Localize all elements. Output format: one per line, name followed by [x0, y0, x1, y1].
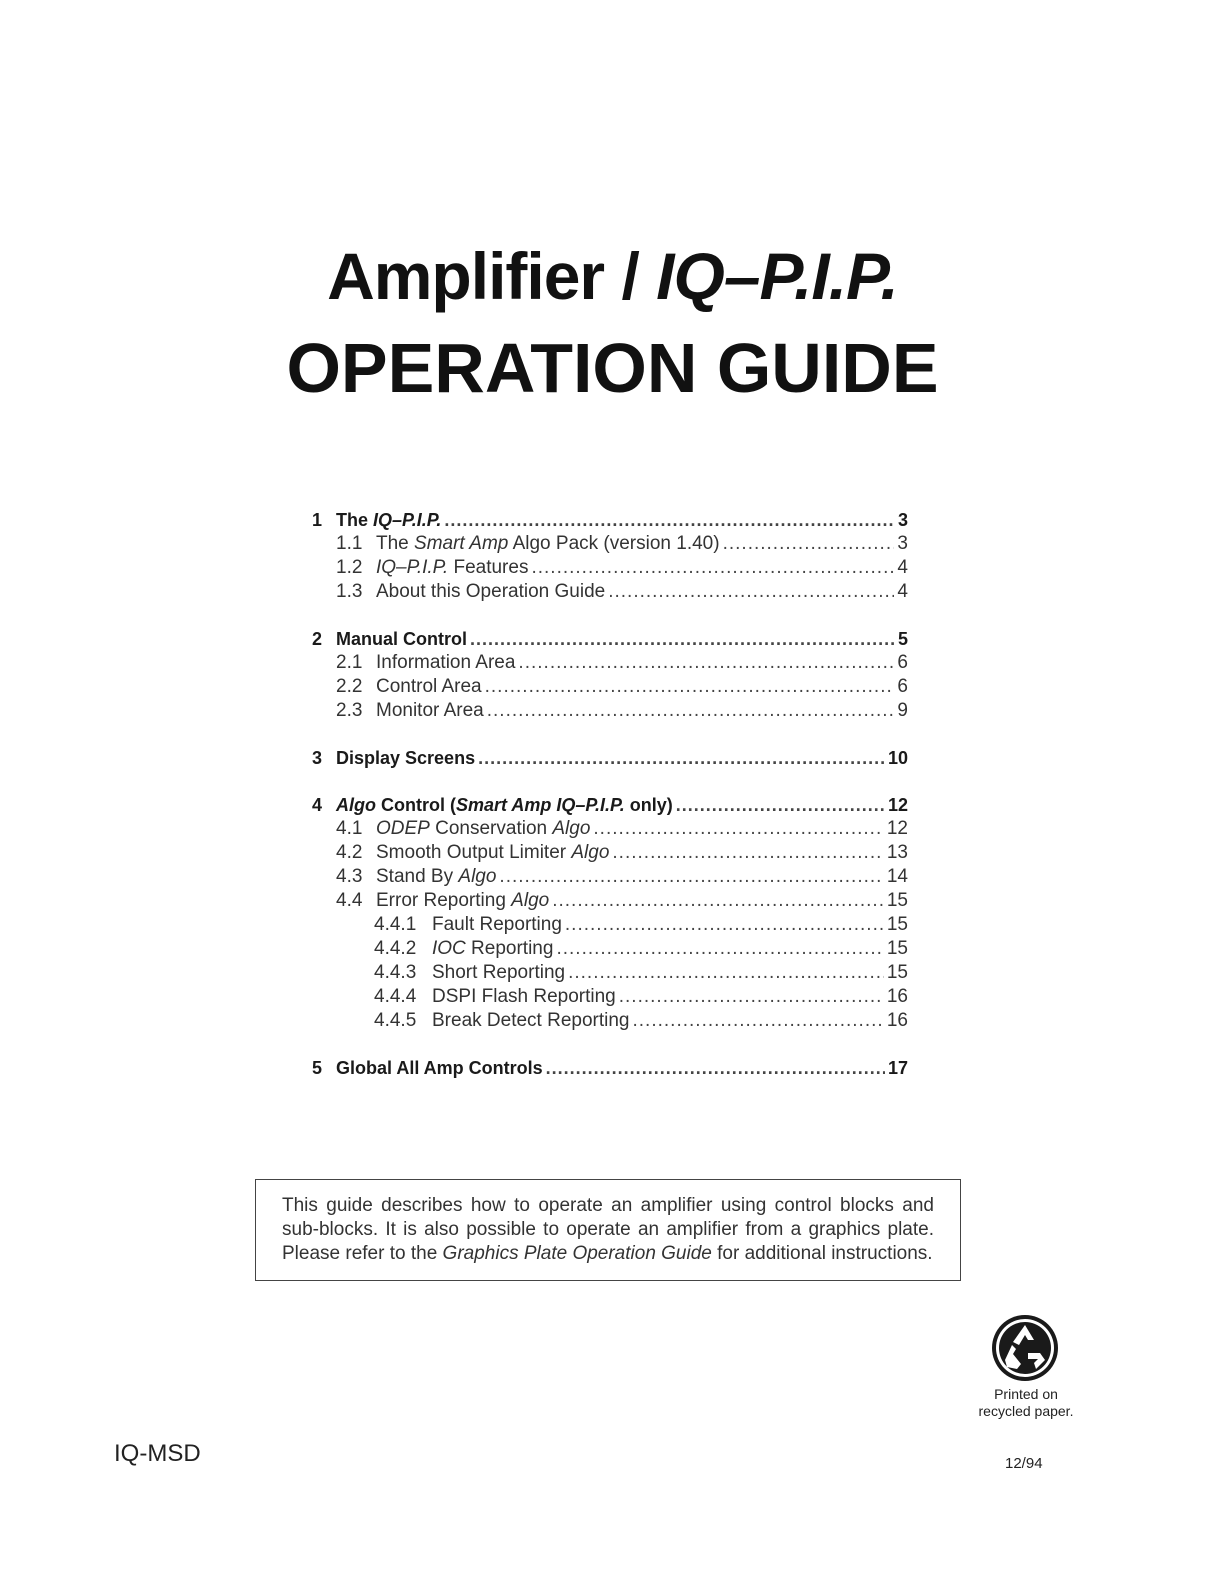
toc-entry-title	[432, 913, 562, 937]
toc-entry-page: 15	[886, 962, 908, 983]
toc-entry-title-part: IQ–P.I.P.	[376, 557, 449, 578]
toc-entry-page: 3	[897, 533, 908, 554]
toc-entry-page: 6	[897, 652, 908, 673]
toc-entry-title-part: Monitor Area	[376, 700, 484, 721]
toc-entry-page: 12	[887, 795, 908, 815]
toc-entry-title-part: Algo	[458, 866, 497, 887]
toc-entry-page: 10	[887, 748, 908, 768]
toc-entry-title-part: Algo	[552, 818, 591, 839]
toc-entry-title-part: Algo	[511, 890, 550, 911]
toc-entry-title-part: Information Area	[376, 652, 516, 673]
toc-entry-title	[336, 508, 441, 532]
toc-entry-page: 15	[886, 938, 908, 959]
toc-entry-title-part: Algo	[336, 795, 376, 815]
toc-entry[interactable]	[312, 817, 908, 841]
toc-entry[interactable]	[312, 913, 908, 937]
toc-entry-title-part: About this Operation Guide	[376, 581, 606, 602]
title-product: Amplifier /	[327, 239, 657, 313]
recycled-paper-label	[960, 1386, 1092, 1420]
toc-entry-title	[376, 580, 605, 604]
toc-leader-dots	[546, 1056, 885, 1080]
toc-entry-title-part: Smart Amp	[414, 533, 509, 554]
toc-entry-title-part: Fault Reporting	[432, 914, 562, 935]
toc-entry[interactable]	[312, 627, 908, 651]
recycled-line-2: recycled paper.	[978, 1403, 1074, 1419]
note-text-italic: Graphics Plate Operation Guide	[442, 1243, 712, 1264]
toc-leader-dots	[531, 556, 894, 580]
toc-entry-page: 4	[897, 581, 908, 602]
toc-entry-number: 4.1	[336, 818, 363, 839]
toc-entry-title	[376, 699, 484, 723]
toc-entry-number: 2	[312, 629, 323, 649]
toc-entry-title	[336, 793, 673, 817]
toc-gap	[312, 770, 908, 793]
toc-entry-title-part: Features	[448, 557, 529, 578]
toc-entry-number: 2.1	[336, 652, 363, 673]
toc-entry-title-part: The	[376, 533, 415, 554]
toc-entry-page: 13	[886, 842, 908, 863]
toc-leader-dots	[487, 699, 895, 723]
toc-entry-number: 4.4.4	[374, 986, 417, 1007]
toc-gap	[312, 604, 908, 627]
toc-entry[interactable]	[312, 937, 908, 961]
toc-entry-title-part: only)	[624, 795, 673, 815]
recycled-line-1: Printed on	[994, 1386, 1058, 1402]
toc-entry-number: 1	[312, 510, 323, 530]
toc-entry[interactable]	[312, 865, 908, 889]
toc-entry-page: 9	[897, 700, 908, 721]
toc-entry-page: 17	[887, 1058, 908, 1078]
toc-entry-title	[336, 627, 467, 651]
toc-gap	[312, 723, 908, 746]
toc-leader-dots	[676, 793, 885, 817]
toc-entry-title	[376, 865, 496, 889]
toc-entry-title-part: Short Reporting	[432, 962, 566, 983]
toc-entry[interactable]	[312, 508, 908, 532]
title-line-2: OPERATION GUIDE	[286, 329, 939, 407]
toc-entry-title-part: Smart Amp IQ–P.I.P.	[455, 795, 625, 815]
toc-entry-title-part: Control Area	[376, 676, 482, 697]
toc-entry-title	[376, 556, 528, 580]
note-text-2: for additional instructions.	[711, 1243, 933, 1264]
toc-entry[interactable]	[312, 1009, 908, 1033]
toc-entry-page: 15	[886, 914, 908, 935]
toc-entry-title-part: Algo Pack (version 1.40)	[508, 533, 720, 554]
toc-entry-number: 5	[312, 1058, 323, 1078]
toc-entry-title	[376, 651, 515, 675]
toc-entry-number: 4.4.5	[374, 1010, 417, 1031]
toc-entry-title	[376, 675, 482, 699]
toc-leader-dots	[633, 1009, 884, 1033]
toc-entry-title-part: Manual Control	[336, 629, 467, 649]
toc-entry-number: 1.1	[336, 533, 363, 554]
toc-entry-number: 4.3	[336, 866, 363, 887]
toc-entry-number: 4.2	[336, 842, 363, 863]
toc-leader-dots	[612, 841, 883, 865]
toc-entry-page: 16	[886, 986, 908, 1007]
toc-entry-page: 5	[897, 629, 908, 649]
toc-entry[interactable]	[312, 532, 908, 556]
toc-entry-number: 4.4.1	[374, 914, 417, 935]
toc-entry[interactable]	[312, 651, 908, 675]
toc-entry-title-part: Smooth Output Limiter	[376, 842, 572, 863]
toc-entry[interactable]	[312, 961, 908, 985]
toc-entry-page: 12	[886, 818, 908, 839]
toc-leader-dots	[723, 532, 895, 556]
toc-entry-title	[376, 532, 720, 556]
toc-entry-title-part: Error Reporting	[376, 890, 512, 911]
toc-entry[interactable]	[312, 1056, 908, 1080]
toc-gap	[312, 1033, 908, 1056]
toc-leader-dots	[470, 627, 895, 651]
toc-leader-dots	[565, 913, 884, 937]
toc-entry-number: 4.4.2	[374, 938, 417, 959]
toc-entry[interactable]	[312, 985, 908, 1009]
toc-entry-title-part: Global All Amp Controls	[336, 1058, 543, 1078]
toc-entry-title-part: Break Detect Reporting	[432, 1010, 630, 1031]
toc-entry-page: 16	[886, 1010, 908, 1031]
toc-entry-number: 2.2	[336, 676, 363, 697]
toc-entry-number: 4.4	[336, 890, 363, 911]
toc-entry-title-part: DSPI Flash Reporting	[432, 986, 616, 1007]
toc-entry-page: 4	[897, 557, 908, 578]
toc-entry-number: 4	[312, 795, 323, 815]
toc-entry-title-part: Stand By	[376, 866, 459, 887]
toc-entry-page: 14	[886, 866, 908, 887]
toc-entry-number: 2.3	[336, 700, 363, 721]
table-of-contents	[312, 508, 908, 1080]
document-date: 12/94	[1005, 1455, 1043, 1472]
title-product-italic: IQ–P.I.P.	[656, 239, 898, 313]
toc-entry[interactable]	[312, 699, 908, 723]
toc-entry-number: 4.4.3	[374, 962, 417, 983]
toc-entry-title-part: Display Screens	[336, 748, 476, 768]
toc-entry-title-part: Algo	[571, 842, 610, 863]
toc-leader-dots	[568, 961, 884, 985]
toc-entry[interactable]	[312, 841, 908, 865]
toc-entry-number: 1.2	[336, 557, 363, 578]
toc-entry-title-part: Reporting	[465, 938, 554, 959]
toc-leader-dots	[478, 746, 885, 770]
toc-entry-number: 1.3	[336, 581, 363, 602]
toc-entry-title	[432, 985, 616, 1009]
toc-leader-dots	[552, 889, 884, 913]
toc-entry[interactable]	[312, 675, 908, 699]
toc-entry-title	[376, 817, 590, 841]
toc-entry-page: 3	[897, 510, 908, 530]
toc-leader-dots	[593, 817, 883, 841]
toc-leader-dots	[444, 508, 895, 532]
toc-entry-page: 6	[897, 676, 908, 697]
toc-leader-dots	[608, 580, 894, 604]
toc-leader-dots	[619, 985, 884, 1009]
recycle-icon	[990, 1313, 1060, 1383]
toc-entry[interactable]	[312, 793, 908, 817]
toc-entry-title	[376, 841, 609, 865]
toc-entry-title-part: IQ–P.I.P.	[373, 510, 442, 530]
toc-entry-number: 3	[312, 748, 323, 768]
toc-entry-title-part: Conservation	[429, 818, 553, 839]
toc-entry-title	[336, 1056, 543, 1080]
note-text-1: This guide describes how to operate an amplifier using control blocks and sub-blocks. It is also possible to operate an amplifier from a graphics plate. Please refer to the	[282, 1195, 934, 1264]
title-line-1	[0, 238, 1225, 314]
toc-entry-title	[432, 937, 553, 961]
toc-leader-dots	[556, 937, 883, 961]
toc-entry-page: 15	[886, 890, 908, 911]
toc-entry-title	[432, 961, 565, 985]
toc-entry[interactable]	[312, 746, 908, 770]
toc-entry-title-part: Control (	[376, 795, 456, 815]
toc-leader-dots	[499, 865, 883, 889]
toc-entry-title	[336, 746, 475, 770]
document-id: IQ-MSD	[114, 1440, 201, 1467]
toc-entry-title	[376, 889, 549, 913]
toc-entry[interactable]	[312, 889, 908, 913]
toc-entry-title-part: The	[336, 510, 374, 530]
toc-entry-title	[432, 1009, 630, 1033]
toc-leader-dots	[485, 675, 895, 699]
toc-entry[interactable]	[312, 580, 908, 604]
toc-entry-title-part: ODEP	[376, 818, 430, 839]
toc-leader-dots	[518, 651, 894, 675]
toc-entry[interactable]	[312, 556, 908, 580]
toc-entry-title-part: IOC	[432, 938, 466, 959]
note-box	[255, 1179, 961, 1281]
